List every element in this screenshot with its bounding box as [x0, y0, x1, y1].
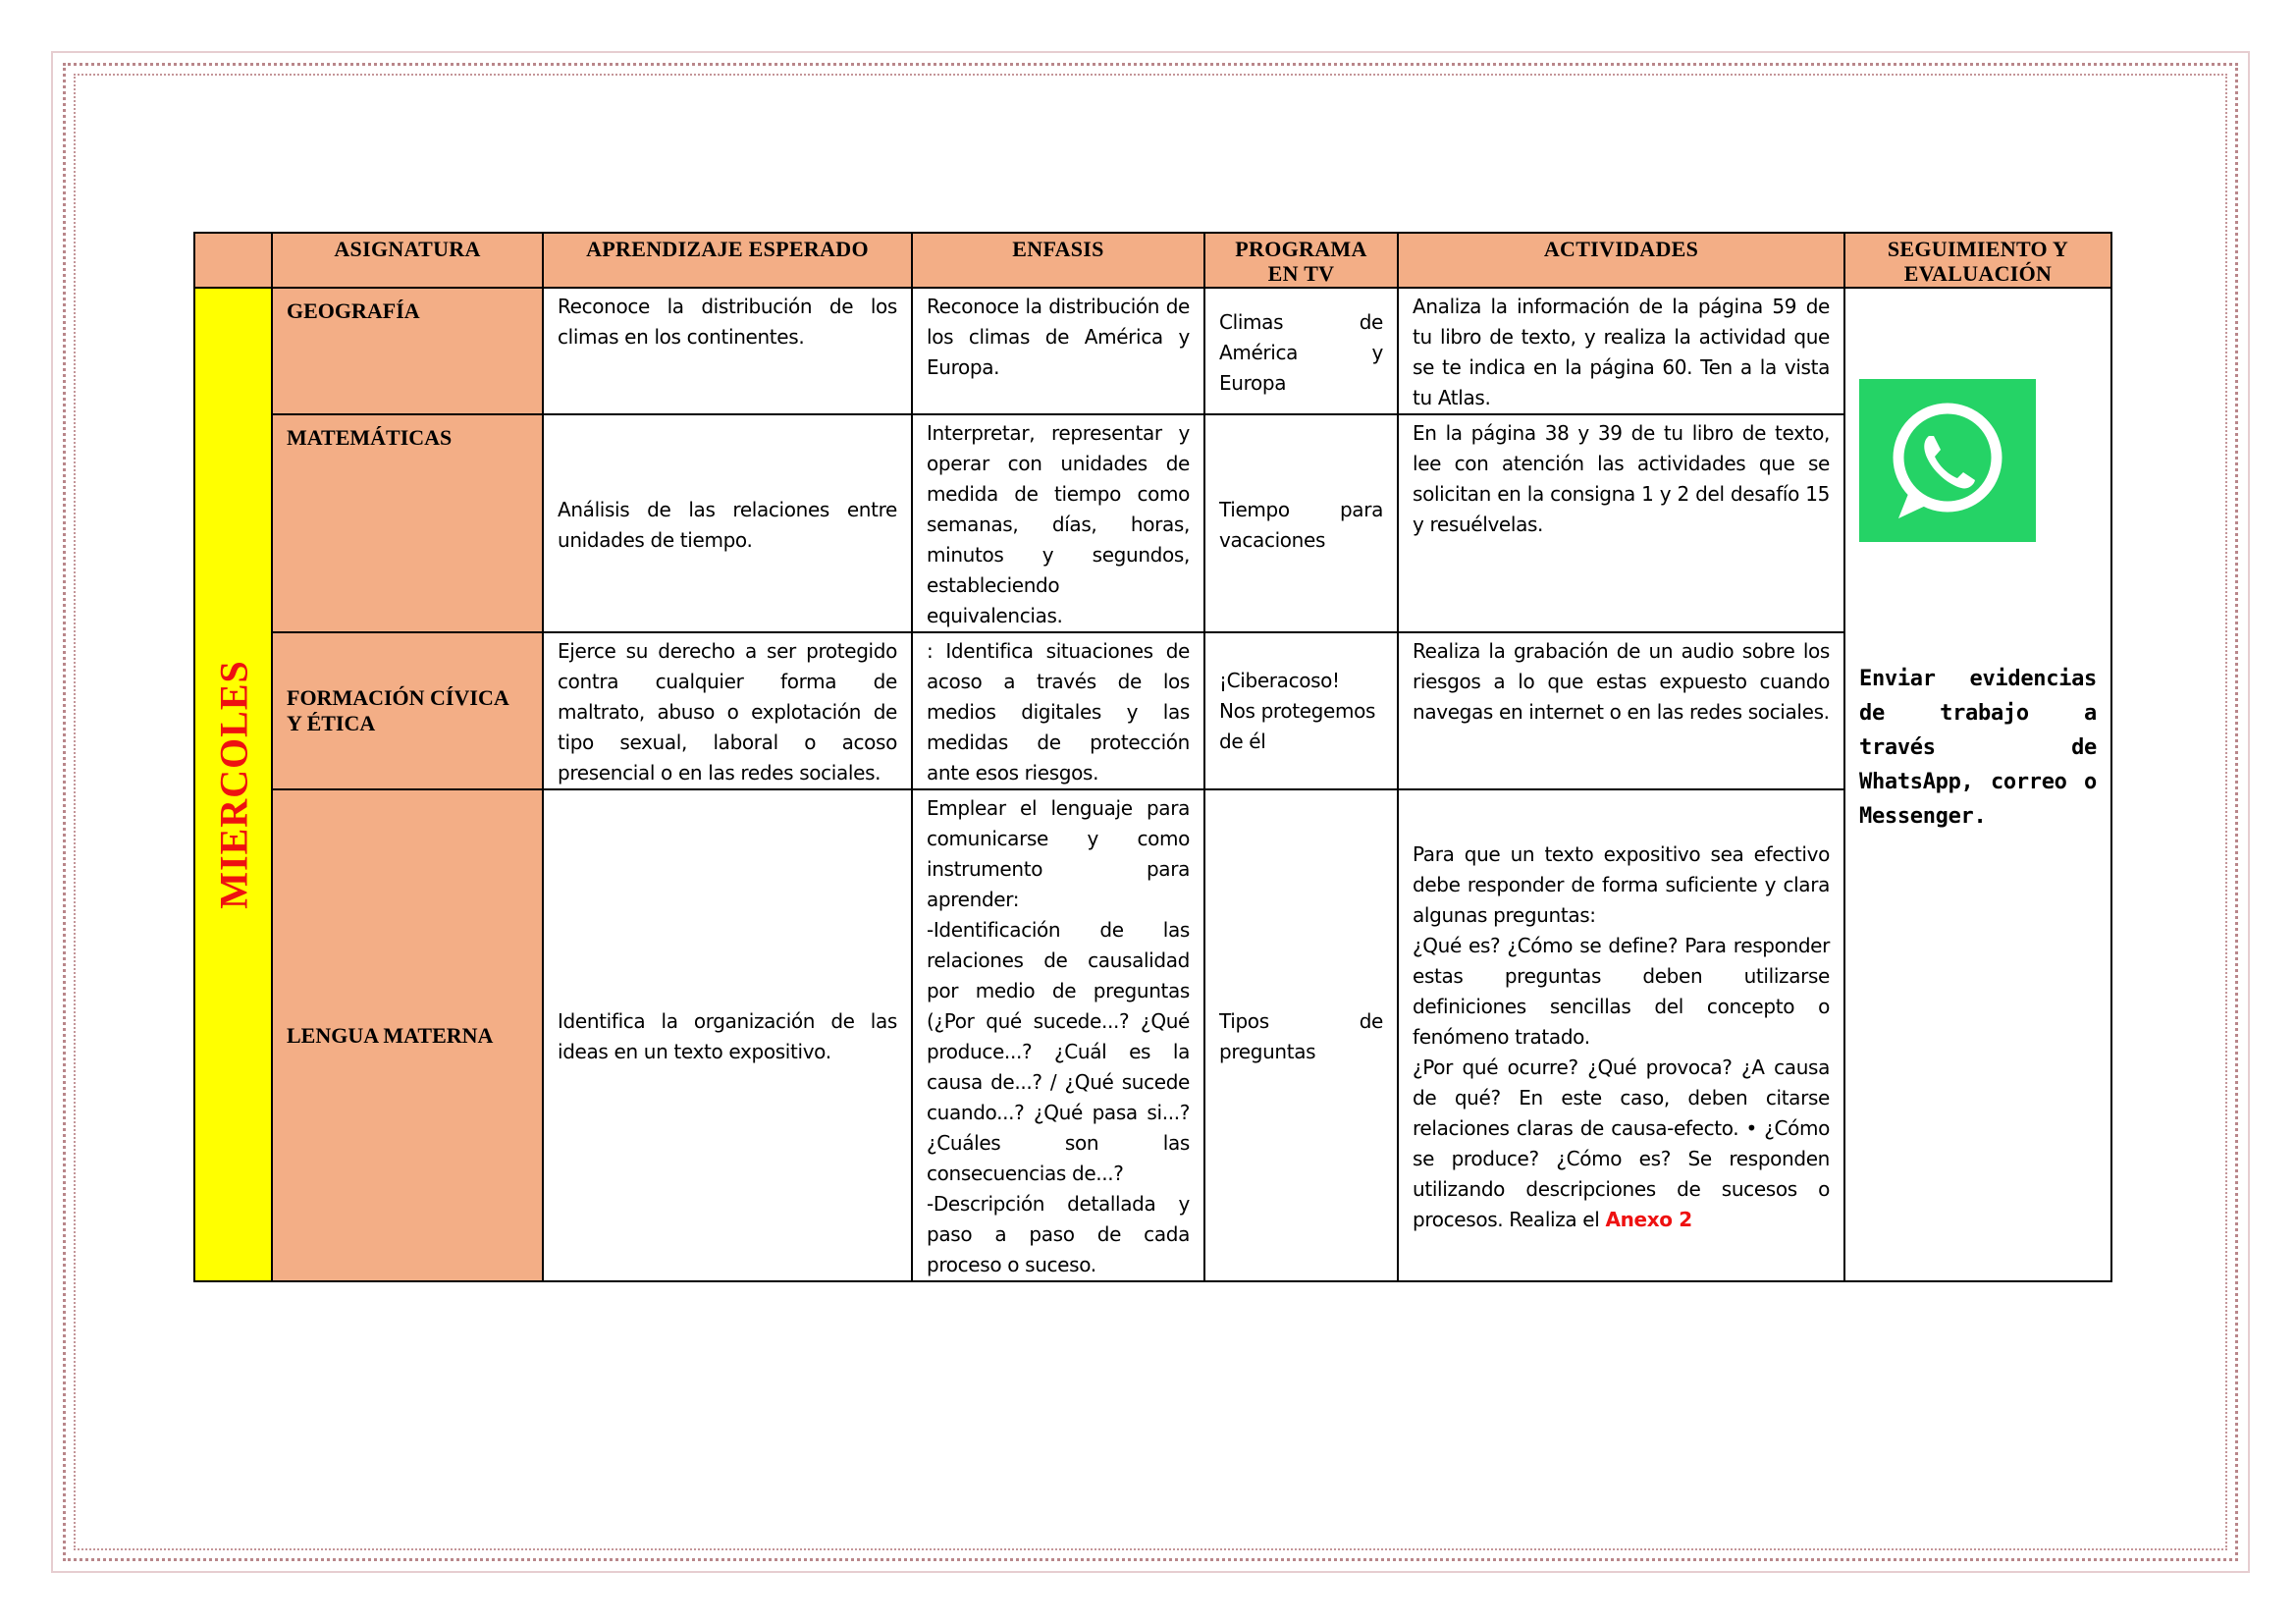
emphasis-paragraph: Emplear el lenguaje para comunicarse y como instrumento para aprender:	[927, 796, 1190, 911]
table-row	[194, 632, 2111, 789]
expected-learning-cell: Ejerce su derecho a ser protegido contra cualquier forma de maltrato, abuso o explotación de tipo sexual, laboral o acoso presencial o en las redes sociales.	[543, 632, 912, 789]
emphasis-paragraph: -Descripción detallada y paso a paso de cada proceso o suceso.	[927, 1192, 1190, 1276]
subject-cell: LENGUA MATERNA	[272, 789, 543, 1281]
header-emphasis: ENFASIS	[912, 233, 1204, 288]
expected-learning-cell: Análisis de las relaciones entre unidades de tiempo.	[543, 414, 912, 632]
table-row	[194, 414, 2111, 632]
tv-program-cell	[1204, 632, 1398, 789]
tv-program-line: ¡Ciberacoso!	[1219, 669, 1340, 692]
table-row	[194, 288, 2111, 414]
emphasis-cell: : Identifica situaciones de acoso a través de los medios digitales y las medidas de protección ante esos riesgos.	[912, 632, 1204, 789]
activities-paragraph: Para que un texto expositivo sea efectivo debe responder de forma suficiente y clara algunas preguntas:	[1413, 841, 1830, 927]
day-cell	[194, 288, 272, 1281]
activities-paragraph: ¿Qué es? ¿Cómo se define? Para responder estas preguntas deben utilizarse definiciones sencillas del concepto o fenómeno tratado.	[1413, 933, 1830, 1049]
tv-program-cell: Tipos de preguntas	[1204, 789, 1398, 1281]
evaluation-text: Enviar evidencias de trabajo a través de WhatsApp, correo o Messenger.	[1859, 667, 2097, 829]
header-tv-program: PROGRAMA EN TV	[1204, 233, 1398, 288]
evaluation-cell	[1844, 288, 2111, 1281]
emphasis-cell: Interpretar, representar y operar con unidades de medida de tiempo como semanas, días, horas, minutos y segundos, estableciendo equivalencias.	[912, 414, 1204, 632]
tv-program-cell: Climas de América y Europa	[1204, 288, 1398, 414]
subject-cell: GEOGRAFÍA	[272, 288, 543, 414]
annex-link[interactable]: Anexo 2	[1605, 1207, 1692, 1231]
emphasis-cell: Reconoce la distribución de los climas de América y Europa.	[912, 288, 1204, 414]
day-label: MIERCOLES	[211, 660, 255, 909]
emphasis-cell	[912, 789, 1204, 1281]
schedule-table	[193, 232, 2112, 1282]
emphasis-paragraph: -Identificación de las relaciones de causalidad por medio de preguntas (¿Por qué sucede...? ¿Qué produce...? ¿Cuál es la causa de...? / ¿Qué sucede cuando...? ¿Qué pasa si...? ¿Cuáles son las consecuencias de...?	[927, 918, 1190, 1185]
header-row	[194, 233, 2111, 288]
activities-cell	[1398, 789, 1844, 1281]
header-evaluation: SEGUIMIENTO Y EVALUACIÓN	[1844, 233, 2111, 288]
activities-text: ¿Por qué ocurre? ¿Qué provoca? ¿A causa de qué? En este caso, deben citarse relaciones claras de causa-efecto. • ¿Cómo se produce? ¿Cómo es? Se responden utilizando descripciones de sucesos o procesos. Realiza el	[1413, 1055, 1830, 1231]
header-expected-learning: APRENDIZAJE ESPERADO	[543, 233, 912, 288]
subject-cell: MATEMÁTICAS	[272, 414, 543, 632]
header-activities: ACTIVIDADES	[1398, 233, 1844, 288]
activities-cell: Analiza la información de la página 59 de tu libro de texto, y realiza la actividad que se te indica en la página 60. Ten a la vista tu Atlas.	[1398, 288, 1844, 414]
subject-cell: FORMACIÓN CÍVICA Y ÉTICA	[272, 632, 543, 789]
activities-cell: Realiza la grabación de un audio sobre los riesgos a lo que estas expuesto cuando navegas en internet o en las redes sociales.	[1398, 632, 1844, 789]
tv-program-line: Nos protegemos de él	[1219, 699, 1376, 753]
activities-paragraph	[1413, 1053, 1830, 1235]
expected-learning-cell: Identifica la organización de las ideas en un texto expositivo.	[543, 789, 912, 1281]
header-corner	[194, 233, 272, 288]
expected-learning-cell: Reconoce la distribución de los climas en los continentes.	[543, 288, 912, 414]
tv-program-cell: Tiempo para vacaciones	[1204, 414, 1398, 632]
activities-cell: En la página 38 y 39 de tu libro de texto, lee con atención las actividades que se solicitan en la consigna 1 y 2 del desafío 15 y resuélvelas.	[1398, 414, 1844, 632]
header-subject: ASIGNATURA	[272, 233, 543, 288]
whatsapp-icon	[1859, 379, 2036, 542]
table-row	[194, 789, 2111, 1281]
